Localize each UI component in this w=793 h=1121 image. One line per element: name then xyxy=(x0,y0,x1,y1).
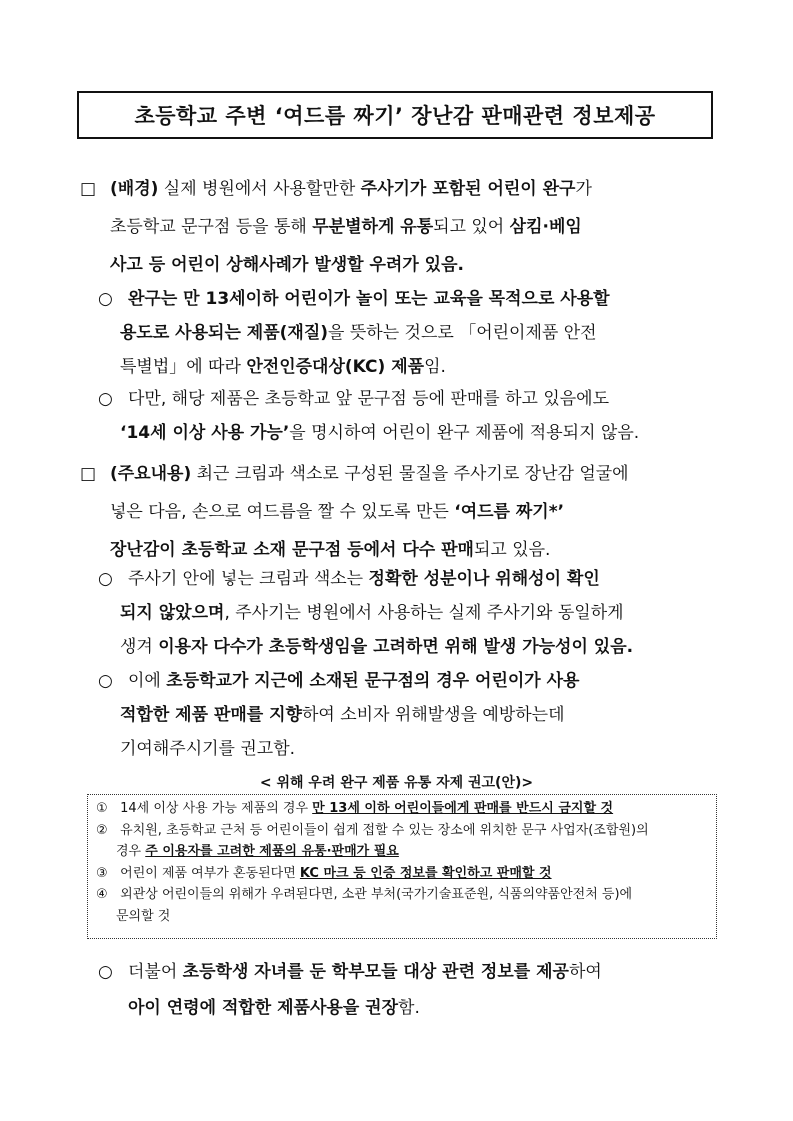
text: 용도로 사용되는 제품(재질) xyxy=(120,323,329,343)
background-line-2 xyxy=(80,208,720,246)
text: 주사기가 포함된 어린이 완구 xyxy=(360,179,576,199)
checkbox-square-marker: □ xyxy=(80,464,97,484)
text: 하여 소비자 위해발생을 예방하는데 xyxy=(301,705,565,725)
text: 가 xyxy=(575,179,592,199)
text: 실제 병원에서 사용할만한 xyxy=(158,179,361,199)
text: 하여 xyxy=(568,962,602,982)
text: 넣은 다음, 손으로 여드름을 짤 수 있도록 만든 xyxy=(110,502,455,522)
circle-bullet: ○ xyxy=(98,289,113,309)
text: 안전인증대상(KC) 제품 xyxy=(246,357,425,377)
text: 초등학생 자녀를 둔 학부모들 대상 관련 정보를 제공 xyxy=(182,962,569,982)
notice-title: < 위해 우려 완구 제품 유통 자제 권고(안)> xyxy=(259,775,534,791)
item-number: ① xyxy=(96,801,108,816)
notice-box xyxy=(87,794,717,939)
text: 을 명시하여 어린이 완구 제품에 적용되지 않음. xyxy=(289,423,640,443)
text: 함. xyxy=(398,998,420,1018)
text: 완구는 만 13세이하 어린이가 놀이 또는 교육을 목적으로 사용할 xyxy=(128,289,610,309)
main-sub-2 xyxy=(98,664,728,766)
text: 을 뜻하는 것으로 「어린이제품 안전 xyxy=(328,323,597,343)
section-background xyxy=(80,170,720,284)
background-label: (배경) xyxy=(110,179,159,199)
text: 14세 이상 사용 가능 제품의 경우 xyxy=(116,801,313,816)
text: 적합한 제품 판매를 지향 xyxy=(120,705,302,725)
text: ‘14세 이상 사용 가능’ xyxy=(120,423,290,443)
circle-bullet: ○ xyxy=(98,569,113,589)
notice-item-4-cont: 문의할 것 xyxy=(116,908,171,924)
text: 되지 않았으며 xyxy=(120,603,225,623)
circle-bullet: ○ xyxy=(98,671,113,691)
item-number: ② xyxy=(96,822,108,838)
text: 아이 연령에 적합한 제품사용을 권장 xyxy=(128,998,399,1018)
text: 주 이용자를 고려한 제품의 유통·판매가 필요 xyxy=(145,844,399,859)
background-sub-2 xyxy=(98,382,728,450)
text: 정확한 성분이나 위해성이 확인 xyxy=(368,569,600,589)
text: 장난감이 초등학교 소재 문구점 등에서 다수 판매 xyxy=(110,540,474,560)
text: ‘여드름 짜기*’ xyxy=(454,502,565,522)
text: , 주사기는 병원에서 사용하는 실제 주사기와 동일하게 xyxy=(224,603,624,623)
document-title xyxy=(77,91,713,139)
text: 삼킴·베임 xyxy=(509,217,582,237)
text: 특별법」에 따라 xyxy=(120,357,247,377)
text: 이에 xyxy=(128,671,167,691)
circle-bullet: ○ xyxy=(98,962,113,982)
background-line-3: 사고 등 어린이 상해사례가 발생할 우려가 있음. xyxy=(110,255,464,275)
text: 되고 있어 xyxy=(433,217,510,237)
main-sub-1 xyxy=(98,562,728,664)
notice-item-4 xyxy=(96,884,708,906)
text: 임. xyxy=(424,357,446,377)
text: 외관상 어린이들의 위해가 우려된다면, 소관 부처(국가기술표준원, 식품의약품안전처 등)에 xyxy=(116,887,633,902)
notice-item-1 xyxy=(96,798,708,820)
circle-bullet: ○ xyxy=(98,389,113,409)
text: 기여해주시기를 권고함. xyxy=(120,739,296,759)
notice-item-2 xyxy=(96,820,708,842)
item-number: ④ xyxy=(96,887,108,902)
notice-item-2-cont xyxy=(96,841,708,863)
text: 더불어 xyxy=(128,962,183,982)
text: 다만, 해당 제품은 초등학교 앞 문구점 등에 판매를 하고 있음에도 xyxy=(128,389,610,409)
text: KC 마크 등 인증 정보를 확인하고 판매할 것 xyxy=(299,865,552,881)
text: 만 13세 이하 어린이들에게 판매를 반드시 금지할 것 xyxy=(312,801,614,816)
text: 생겨 xyxy=(120,637,159,657)
text: 초등학교가 지근에 소재된 문구점의 경우 어린이가 사용 xyxy=(166,671,580,691)
text: 유치원, 초등학교 근처 등 어린이들이 쉽게 접할 수 있는 장소에 위치한 문구 사업자(조합원)의 xyxy=(116,822,649,838)
text: 초등학교 문구점 등을 통해 xyxy=(110,217,313,237)
text: 어린이 제품 여부가 혼동된다면 xyxy=(116,865,300,881)
text: 이용자 다수가 초등학생임을 고려하면 위해 발생 가능성이 있음. xyxy=(158,637,634,657)
document-title-text: 초등학교 주변 ‘여드름 짜기’ 장난감 판매관련 정보제공 xyxy=(134,104,656,128)
text: 무분별하게 유통 xyxy=(312,217,434,237)
text: 주사기 안에 넣는 크림과 색소는 xyxy=(128,569,369,589)
section-main-content xyxy=(80,455,720,569)
text: 최근 크림과 색소로 구성된 물질을 주사기로 장난감 얼굴에 xyxy=(191,464,629,484)
background-sub-1 xyxy=(98,282,728,384)
item-number: ③ xyxy=(96,865,108,881)
text: 되고 있음. xyxy=(473,540,551,560)
text: 경우 xyxy=(116,844,146,859)
main-label: (주요내용) xyxy=(110,464,192,484)
background-line-1 xyxy=(80,170,720,208)
checkbox-square-marker: □ xyxy=(80,179,97,199)
notice-item-3 xyxy=(96,863,708,885)
closing-paragraph xyxy=(98,954,728,1026)
